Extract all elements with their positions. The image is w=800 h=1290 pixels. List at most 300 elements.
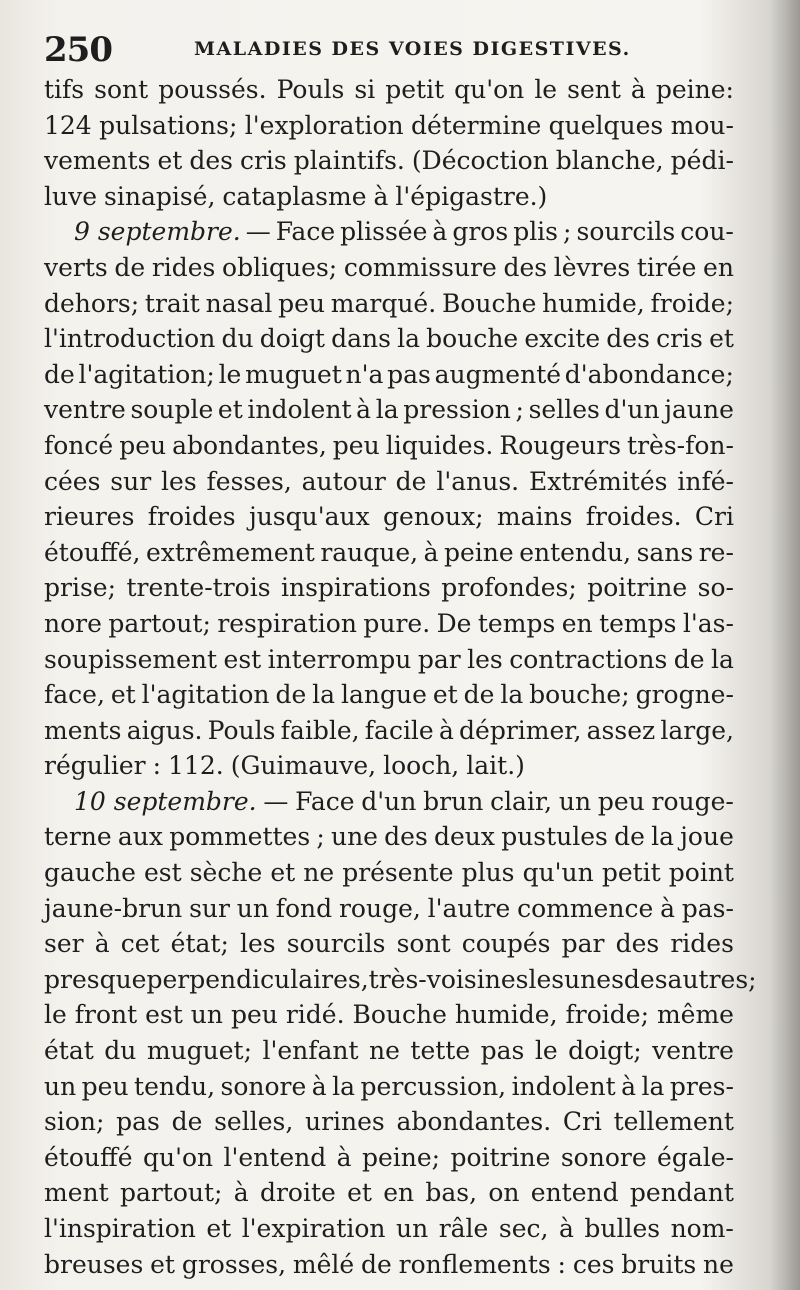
word: rides (151, 252, 216, 282)
word: poitrine (450, 1142, 551, 1172)
word: langue (341, 680, 427, 710)
word: à (336, 1142, 352, 1172)
word: doigt; (568, 1036, 642, 1066)
word: état; (170, 929, 229, 959)
word: en (383, 1178, 415, 1208)
word: froide; (650, 288, 734, 318)
word: ment (44, 1178, 109, 1208)
word: obliques; (222, 252, 338, 282)
word: plaintifs. (293, 146, 405, 176)
word: front (74, 1000, 138, 1030)
text-line (44, 1175, 734, 1211)
word: qu'on (454, 75, 525, 104)
word: à (558, 1214, 574, 1243)
word: tifs (44, 75, 85, 104)
text-line (44, 997, 734, 1033)
word: râle (438, 1214, 489, 1243)
word: unes (564, 964, 624, 994)
word: partout; (108, 608, 211, 638)
word: bruits (621, 1249, 697, 1279)
word: la (332, 1071, 356, 1101)
word: à (660, 893, 675, 923)
word: ventre (44, 395, 126, 425)
word: peu (332, 430, 380, 460)
text-line (44, 713, 734, 749)
text-line (44, 1069, 734, 1105)
word: grosses, (181, 1249, 287, 1279)
word: en (703, 252, 734, 282)
word: sont (94, 75, 149, 104)
word: qu'un (522, 858, 594, 888)
word: Cri (694, 502, 734, 532)
word: lèvres (553, 252, 631, 282)
word: (Guimauve, (230, 751, 377, 781)
word: du (104, 1036, 137, 1066)
word: jaune (664, 395, 734, 425)
word: bas, (425, 1178, 478, 1208)
word: cataplasme (222, 181, 367, 211)
word: les (528, 964, 565, 994)
word: grogne- (635, 680, 734, 710)
text-line (44, 286, 734, 322)
word: pres- (669, 1071, 734, 1101)
word: Extrémités (528, 466, 668, 496)
word: n'a (345, 359, 384, 389)
word: et (347, 1178, 372, 1208)
word: froides (147, 502, 236, 532)
word: Face (275, 217, 336, 247)
word: Bouche (352, 1000, 447, 1030)
word: Rougeurs (499, 430, 622, 460)
text-line (44, 677, 734, 713)
word: trait (144, 288, 200, 318)
word: de (395, 466, 427, 496)
word: peine; (361, 1142, 441, 1172)
word: pédi- (670, 146, 734, 176)
word: lait.) (466, 751, 525, 781)
word: une (330, 822, 378, 852)
word: l'entend (223, 1142, 327, 1172)
word: de (673, 644, 705, 674)
text-line (44, 179, 734, 215)
word: poitrine (587, 573, 688, 603)
word: verts (44, 252, 108, 282)
word: foncé (44, 430, 114, 460)
word: est (223, 644, 262, 674)
word: et (150, 1249, 175, 1279)
word: l'introduction (44, 324, 216, 354)
word: en (561, 608, 593, 638)
word: ; (515, 395, 524, 425)
word: sans (636, 537, 694, 567)
word: à (94, 929, 110, 959)
text-line (44, 464, 734, 500)
word: de (171, 1107, 203, 1137)
page-number: 250 (44, 30, 112, 70)
word: fond (275, 893, 333, 923)
word: plissée (340, 217, 428, 247)
word: rouge- (651, 786, 734, 816)
word: tendu, (134, 1071, 216, 1101)
word: à (233, 1178, 249, 1208)
word: rides (670, 929, 734, 959)
word: du (221, 324, 254, 354)
word: pommettes (169, 822, 311, 852)
word: pression (403, 395, 511, 425)
word: (Décoction (411, 146, 549, 176)
word: état (44, 1036, 94, 1066)
word: de (44, 359, 75, 389)
word: on (488, 1178, 520, 1208)
word: Face (295, 786, 355, 816)
text-line (44, 321, 734, 357)
text-line (44, 1140, 734, 1176)
word: sont (396, 929, 451, 959)
word: humide, (542, 288, 645, 318)
text-line (44, 855, 734, 891)
word: deux (434, 822, 495, 852)
word: l'enfant (262, 1036, 359, 1066)
word: sourcils (576, 217, 676, 247)
word: très-fon- (627, 430, 734, 460)
word: partout; (119, 1178, 223, 1208)
word: brun (423, 786, 484, 816)
word: sur (110, 466, 152, 496)
word: plis (513, 217, 559, 247)
entry-date: 10 septembre. (74, 786, 257, 816)
text-line (44, 926, 734, 962)
word: doigt (259, 324, 325, 354)
word: égale- (657, 1142, 734, 1172)
word: abondantes, (172, 430, 327, 460)
word: le (44, 1000, 67, 1030)
word: ne (303, 858, 335, 888)
word: pulsations; (99, 110, 238, 140)
word: respiration (217, 608, 357, 638)
text-line (44, 72, 734, 108)
word: breuses (44, 1249, 144, 1279)
word: peu (597, 786, 645, 816)
word: des (623, 964, 668, 994)
word: et (270, 858, 296, 888)
word: l'anus. (436, 466, 520, 496)
word: genoux; (383, 502, 484, 532)
word: presque (44, 964, 147, 994)
word: Pouls (276, 75, 345, 104)
word: régulier (44, 751, 146, 781)
word: peu (278, 288, 326, 318)
word: facile (364, 715, 434, 745)
word: la (711, 644, 734, 674)
word: des (615, 929, 660, 959)
word: l'exploration (244, 110, 404, 140)
word: soupissement (44, 644, 218, 674)
word: est (145, 1000, 183, 1030)
word: étouffé, (44, 537, 141, 567)
word: pure. (363, 608, 431, 638)
text-line (44, 357, 734, 393)
word: pas- (681, 893, 734, 923)
word: l'inspiration (44, 1214, 196, 1243)
word: large, (660, 715, 734, 745)
word: l'agitation; (78, 359, 215, 389)
word: rauque, (320, 537, 419, 567)
word: présente (342, 858, 454, 888)
word: droite (259, 1178, 336, 1208)
word: liquides. (385, 430, 494, 460)
word: l'expiration (241, 1214, 386, 1243)
word: à (373, 181, 389, 211)
word: et (217, 395, 243, 425)
word: d'un (604, 395, 660, 425)
word: selles, (214, 1107, 294, 1137)
word: autour (301, 466, 386, 496)
word: sourcils (286, 929, 386, 959)
word: cet (120, 929, 160, 959)
word: si (354, 75, 376, 104)
word: entendu, (519, 537, 632, 567)
word: ne (369, 1036, 400, 1066)
word: muguet; (146, 1036, 253, 1066)
word: assez (586, 715, 656, 745)
word: d'un (361, 786, 417, 816)
word: à (311, 1071, 327, 1101)
word: coupés (461, 929, 551, 959)
word: sur (189, 893, 230, 923)
word: re- (698, 537, 734, 567)
word: temps (599, 608, 677, 638)
word: terne (44, 822, 112, 852)
page-header (44, 30, 744, 70)
word: perpendiculaires, (146, 964, 369, 994)
word: sèche (189, 858, 263, 888)
word: dans (331, 324, 391, 354)
word: par (417, 644, 461, 674)
word: à (356, 395, 372, 425)
word: bouche (426, 324, 519, 354)
word: à (438, 715, 454, 745)
word: Cri (562, 1107, 602, 1137)
word: petit (601, 858, 661, 888)
word: les (161, 466, 197, 496)
word: peine: (655, 75, 734, 104)
word: les (467, 644, 503, 674)
word: nasal (205, 288, 273, 318)
word: même (656, 1000, 734, 1030)
word: Pouls (207, 715, 276, 745)
word: sent (567, 75, 621, 104)
text-line (44, 214, 734, 250)
text-line (44, 392, 734, 428)
word: de (275, 680, 307, 710)
word: jusqu'aux (248, 502, 370, 532)
text-line (44, 428, 734, 464)
word: un (558, 786, 592, 816)
word: blanche, (555, 146, 664, 176)
word: De (436, 608, 472, 638)
word: poussés. (158, 75, 267, 104)
word: nom- (670, 1214, 734, 1243)
word: gauche (44, 858, 136, 888)
word: la (375, 395, 399, 425)
word: un (236, 893, 269, 923)
word: vements (44, 146, 151, 176)
word: ventre (652, 1036, 734, 1066)
word: sion; (44, 1107, 105, 1137)
word: et (110, 680, 136, 710)
word: à (630, 75, 646, 104)
word: point (668, 858, 734, 888)
word: mains (496, 502, 573, 532)
word: marqué. (330, 288, 437, 318)
word: pas (480, 1036, 525, 1066)
word: abondantes. (396, 1107, 552, 1137)
word: sec, (498, 1214, 549, 1243)
text-line (44, 1033, 734, 1069)
word: sinapisé, (104, 181, 216, 211)
word: selles (528, 395, 600, 425)
word: à (423, 537, 439, 567)
word: trente-trois (126, 573, 271, 603)
text-line (44, 748, 734, 784)
word: contractions (509, 644, 668, 674)
word: interrompu (267, 644, 412, 674)
text-line (44, 535, 734, 571)
word: peu (119, 430, 167, 460)
word: des (503, 252, 548, 282)
word: pas (387, 359, 431, 389)
word: de (361, 1249, 392, 1279)
word: des (189, 146, 233, 176)
word: des (384, 822, 428, 852)
word: joue (680, 822, 734, 852)
word: de (614, 822, 645, 852)
text-line (44, 1247, 734, 1283)
word: déprimer, (459, 715, 582, 745)
word: est (143, 858, 182, 888)
word: sonore (560, 1142, 647, 1172)
word: souple (130, 395, 214, 425)
word: faible, (280, 715, 360, 745)
word: mêlé (292, 1249, 355, 1279)
word: l'agitation (141, 680, 270, 710)
entry-date: 9 septembre. (74, 217, 241, 247)
text-line (44, 250, 734, 286)
word: cris (239, 146, 287, 176)
word: quelques (548, 110, 664, 140)
word: jaune-brun (44, 893, 183, 923)
word: Bouche (441, 288, 537, 318)
word: par (561, 929, 605, 959)
text-line (44, 642, 734, 678)
word: tellement (613, 1107, 734, 1137)
text-line (44, 891, 734, 927)
word: fesses, (206, 466, 292, 496)
word: commence (517, 893, 654, 923)
word: luve (44, 181, 98, 211)
text-line (44, 819, 734, 855)
word: cées (44, 466, 101, 496)
word: muguet (245, 359, 342, 389)
running-title: MALADIES DES VOIES DIGESTIVES. (194, 38, 631, 60)
word: profondes; (441, 573, 577, 603)
word: tirée (636, 252, 697, 282)
word: excite (524, 324, 601, 354)
text-line (44, 108, 734, 144)
word: rieures (44, 502, 135, 532)
text-line (44, 606, 734, 642)
word: plus (461, 858, 515, 888)
word: le (534, 1036, 558, 1066)
word: mou- (670, 110, 734, 140)
word: à (432, 217, 448, 247)
word: le (218, 359, 242, 389)
word: rouge, (338, 893, 421, 923)
word: face, (44, 680, 105, 710)
word: commissure (343, 252, 497, 282)
word: qu'on (142, 1142, 214, 1172)
word: peu (81, 1071, 129, 1101)
text-line (44, 1211, 734, 1247)
word: temps (477, 608, 556, 638)
word: — (263, 786, 289, 816)
word: dehors; (44, 288, 140, 318)
word: : (152, 751, 162, 781)
word: ne (703, 1249, 734, 1279)
word: froide; (565, 1000, 649, 1030)
word: la (397, 324, 420, 354)
word: ronflements (398, 1249, 551, 1279)
word: ces (572, 1249, 615, 1279)
word: ridé. (285, 1000, 345, 1030)
word: un (190, 1000, 223, 1030)
word: infé- (677, 466, 734, 496)
word: bulles (584, 1214, 661, 1243)
word: pendant (629, 1178, 734, 1208)
word: urines (304, 1107, 385, 1137)
word: nore (44, 608, 102, 638)
text-line (44, 962, 757, 998)
word: tette (410, 1036, 471, 1066)
word: l'autre (427, 893, 511, 923)
word: gros (452, 217, 509, 247)
word: extrêmement (145, 537, 315, 567)
word: entend (530, 1178, 619, 1208)
word: l'as- (682, 608, 734, 638)
word: peu (230, 1000, 278, 1030)
word: aux (117, 822, 163, 852)
word: et (157, 146, 183, 176)
word: la (641, 1071, 665, 1101)
word: un (44, 1071, 77, 1101)
word: 124 (44, 110, 92, 140)
word: indolent (511, 1071, 616, 1101)
word: de (114, 252, 146, 282)
word: aigus. (126, 715, 203, 745)
word: la (312, 680, 336, 710)
word: de (463, 680, 495, 710)
word: sonore (220, 1071, 307, 1101)
word: humide, (454, 1000, 558, 1030)
word: 112. (168, 751, 224, 781)
word: peine (444, 537, 514, 567)
word: et (709, 324, 734, 354)
word: cris (656, 324, 703, 354)
word: ser (44, 929, 84, 959)
word: et (206, 1214, 232, 1243)
text-line (44, 1104, 734, 1140)
word: d'abondance; (564, 359, 734, 389)
